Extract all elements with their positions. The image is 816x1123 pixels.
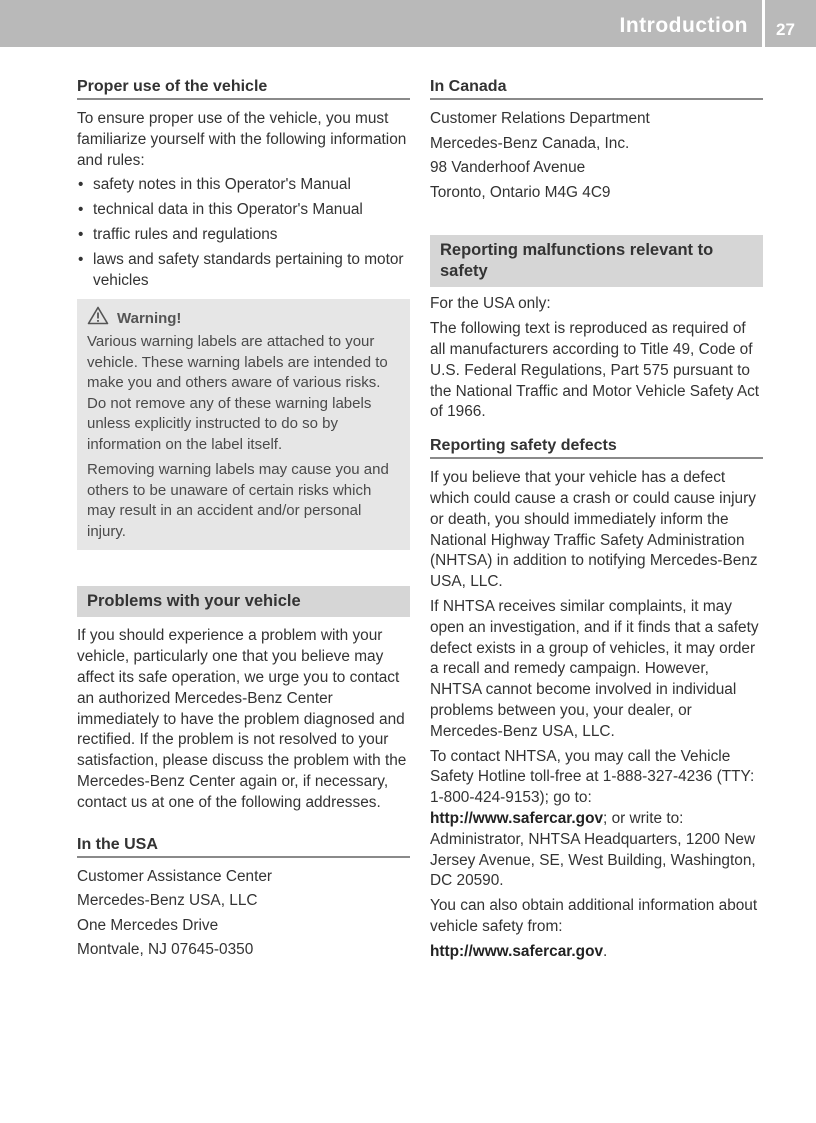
contact-paragraph	[430, 747, 763, 893]
usa-heading: In the USA	[77, 836, 410, 858]
address-line: Customer Relations Department	[430, 110, 650, 127]
regulation-text: The following text is reproduced as required of all manufacturers according to Title 49, Code of U.S. Federal Regulations, Part 575 pursuant to the National Traffic and Motor Vehicle Safety Act of 1966.	[430, 320, 760, 421]
warning-text: Removing warning labels may cause you and others to be unaware of certain risks which may result in an accident and/or personal injury.	[87, 461, 389, 540]
warning-text: Various warning labels are attached to your vehicle. These warning labels are intended to make you and others aware of various risks. Do not remove any of these warning labels unless explicitly instructed to do so by information on the label itself.	[87, 333, 388, 453]
safercar-link[interactable]: http://www.safercar.gov	[430, 942, 604, 960]
proper-use-intro: To ensure proper use of the vehicle, you must familiarize yourself with the following information and rules:	[77, 110, 407, 169]
contact-text: To contact NHTSA, you may call the Vehicle Safety Hotline toll-free at 1-888-327-4236 (TTY: 1-800-424-9153); go to:	[430, 747, 755, 807]
defects-paragraph: If you believe that your vehicle has a defect which could cause a crash or could cause injury or death, you should immediately inform the National Highway Traffic Safety Administration (NHTSA) in addition to notifying Mercedes-Benz USA, LLC.	[430, 469, 758, 591]
usa-address	[77, 867, 410, 961]
canada-address	[430, 109, 763, 203]
list-item: • traffic rules and regulations	[77, 225, 410, 246]
proper-use-heading: Proper use of the vehicle	[77, 78, 410, 100]
problems-body: If you should experience a problem with your vehicle, particularly one that you believe may affect its safe operation, we urge you to contact an authorized Mercedes-Benz Center immediately to have the problem diagnosed and rectified. If the problem is not resolved to your satisfaction, please discuss the problem with the Mercedes-Benz Center again or, if necessary, contact us at one of the following addresses.	[77, 627, 407, 811]
header-separator	[762, 0, 765, 47]
reporting-malfunctions-heading: Reporting malfunctions relevant to safety	[430, 235, 763, 287]
problems-heading: Problems with your vehicle	[77, 586, 410, 617]
address-line: Customer Assistance Center	[77, 867, 273, 885]
contact-text: ; or write to: Administrator, NHTSA Headquarters, 1200 New Jersey Avenue, SE, West Building, Washington, DC 20590.	[430, 809, 756, 890]
address-line: One Mercedes Drive	[77, 916, 219, 934]
safercar-link[interactable]: http://www.safercar.gov	[430, 809, 604, 827]
address-line: Mercedes-Benz USA, LLC	[77, 892, 258, 910]
list-item: • safety notes in this Operator's Manual	[77, 175, 410, 196]
defects-paragraph: If NHTSA receives similar complaints, it may open an investigation, and if it finds that a safety defect exists in a group of vehicles, it may order a recall and remedy campaign. However, NHTSA cannot become involved in individual problems between you, your dealer, or Mercedes-Benz USA, LLC.	[430, 597, 759, 740]
page-number: 27	[776, 20, 795, 39]
canada-heading: In Canada	[430, 78, 763, 100]
left-column	[77, 78, 410, 965]
address-line: 98 Vanderhoof Avenue	[430, 159, 586, 177]
usa-only-note: For the USA only:	[430, 295, 551, 313]
period-text: .	[603, 942, 608, 960]
chapter-title: Introduction	[619, 14, 748, 37]
warning-header	[87, 306, 400, 330]
address-line: Toronto, Ontario M4G 4C9	[430, 183, 611, 201]
final-link-paragraph	[430, 942, 763, 963]
list-item: • technical data in this Operator's Manual	[77, 200, 410, 221]
list-item: • laws and safety standards pertaining to motor vehicles	[77, 250, 410, 292]
header-band	[0, 0, 816, 47]
address-line: Mercedes-Benz Canada, Inc.	[430, 134, 630, 152]
warning-label: Warning!	[117, 309, 182, 327]
warning-box	[77, 299, 410, 550]
rules-list	[77, 175, 410, 291]
warning-triangle-icon	[87, 306, 117, 330]
reporting-defects-heading: Reporting safety defects	[430, 437, 763, 459]
right-column	[430, 78, 763, 966]
additional-info-text: You can also obtain additional information about vehicle safety from:	[430, 897, 758, 935]
address-line: Montvale, NJ 07645-0350	[77, 941, 254, 959]
